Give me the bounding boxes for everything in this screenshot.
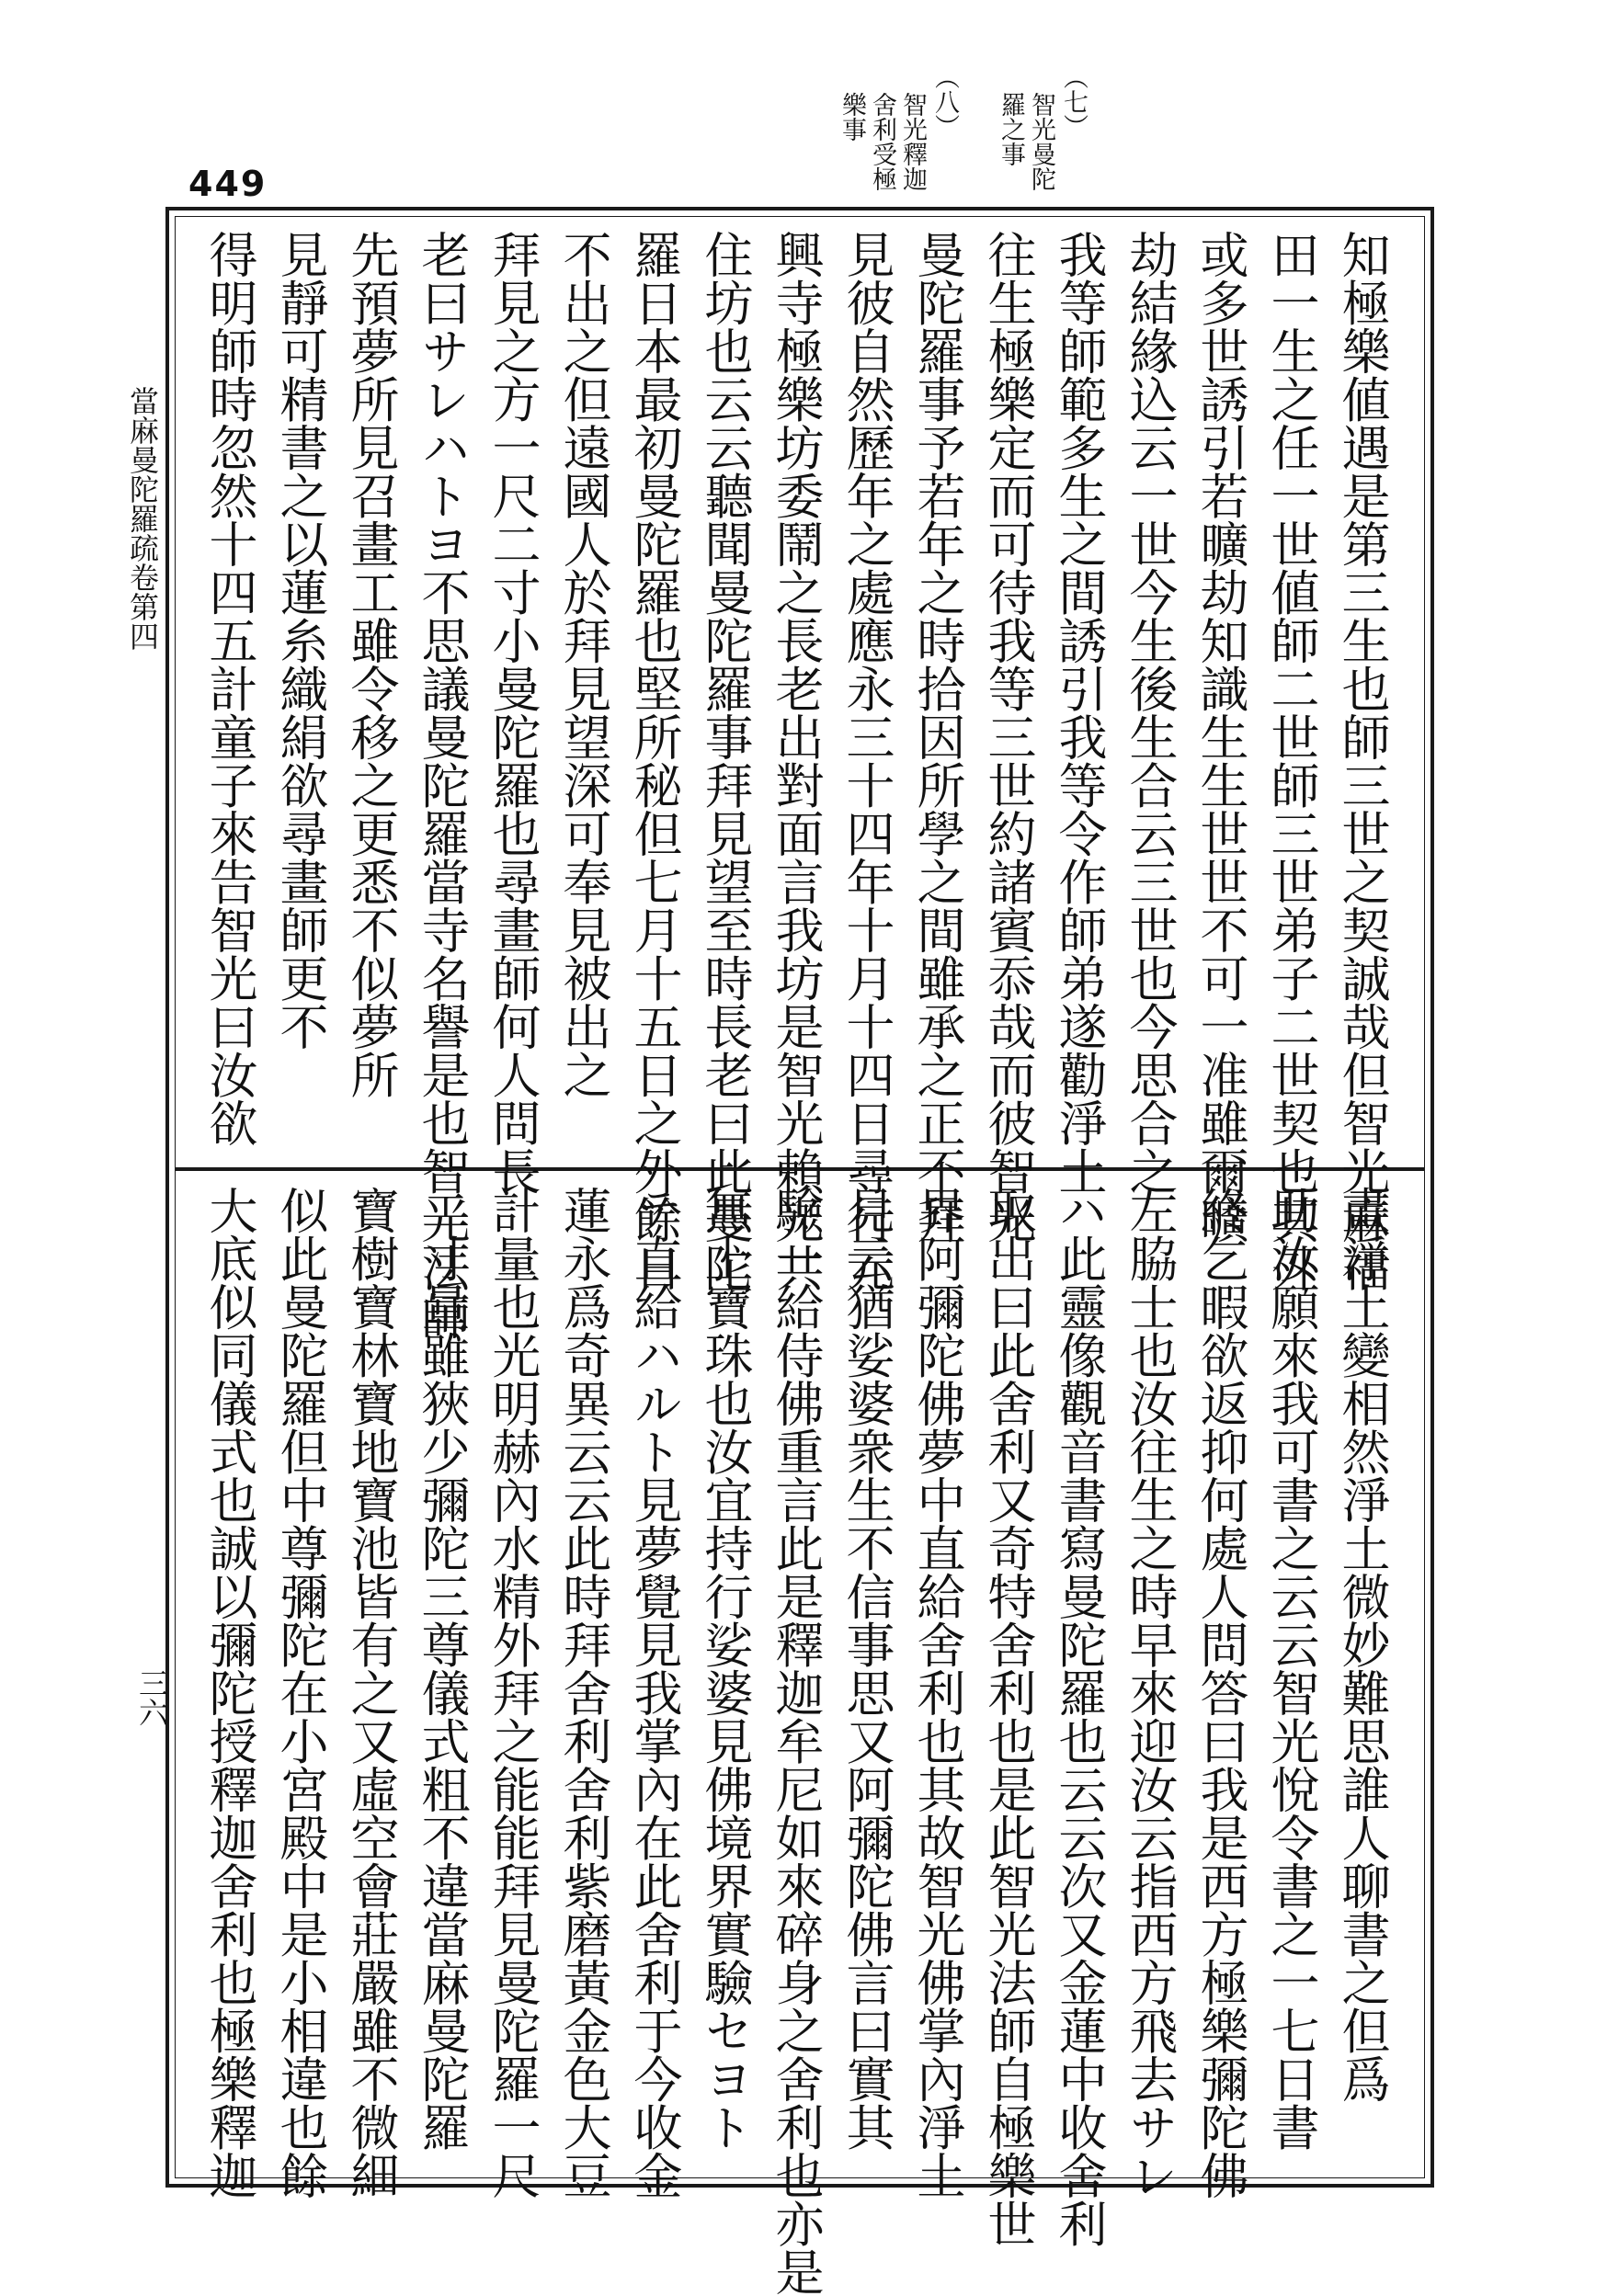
lower-column-10: 無上寶珠也汝宜持行娑婆見佛境界實驗セヨト [697, 1186, 753, 2151]
heading-7-line-1: 智光曼陀 [1027, 92, 1055, 191]
lower-column-11: テ直給ハルト見夢覺見我掌內在此舍利于今收金 [626, 1186, 682, 2199]
lower-column-14: 二寸量雖狹少彌陀三尊儀式粗不違當麻曼陀羅 [414, 1186, 470, 2151]
lower-column-15: 寶樹寶林寶地寶池皆有之又虛空會莊嚴雖不微細 [343, 1186, 399, 2199]
folio: 三六 [134, 1668, 169, 1727]
lower-column-16: 似此曼陀羅但中尊彌陀在小宮殿中是小相違也餘 [272, 1186, 328, 2199]
upper-column-11: 羅日本最初曼陀羅也堅所秘但七月十五日之外餘日 [626, 230, 682, 1291]
lower-column-12: 蓮永爲奇異云云此時拜舍利舍利紫磨黃金色大豆 [555, 1186, 611, 2199]
upper-column-9: 興寺極樂坊委鬧之長老出對面言我坊是智光賴光共 [768, 230, 824, 1291]
heading-8-line-3: 樂事 [838, 92, 866, 142]
upper-column-16: 見靜可精書之以蓮糸織絹欲尋畫師更不 [272, 230, 328, 1051]
lower-column-17: 大底似同儀式也誠以彌陀授釋迦舍利也極樂釋迦 [201, 1186, 257, 2199]
upper-column-10: 住坊也云云聽聞曼陀羅事拜見望至時長老曰此曼陀 [697, 230, 753, 1291]
heading-8-line-1: 智光釋迦 [898, 92, 927, 191]
upper-column-13: 拜見之方一尺二寸小曼陀羅也尋畫師何人問長 [484, 230, 541, 1195]
upper-column-1: 知極樂値遇是第三生也師三世之契誠哉但智光麻福 [1334, 230, 1390, 1291]
heading-7-label: （七） [1059, 64, 1088, 139]
upper-column-17: 得明師時忽然十四五計童子來告智光曰汝欲 [201, 230, 257, 1147]
upper-column-3: 或多世誘引若曠劫知識生生世世不可一准雖爾曠 [1192, 230, 1248, 1244]
heading-7-line-2: 羅之事 [997, 92, 1025, 166]
lower-column-8: 見云猶娑婆衆生不信事思又阿彌陀佛言曰實其 [838, 1186, 895, 2151]
lower-column-13: 計量也光明赫內水精外拜之能能拜見曼陀羅一尺 [484, 1186, 541, 2199]
lower-column-4: 左脇士也汝往生之時早來迎汝云指西方飛去サレ [1122, 1186, 1178, 2199]
upper-column-14: 老曰サレハトヨ不思議曼陀羅當寺名譽是也智光法師 [414, 230, 470, 1340]
lower-column-9: 驗一給侍佛重言此是釋迦牟尼如來碎身之舍利也亦是 [768, 1186, 824, 2296]
lower-column-1: 畫淨土變相然淨土微妙難思誰人聊書之但爲 [1334, 1186, 1390, 2103]
heading-8-label: （八） [930, 64, 959, 139]
upper-column-15: 先預夢所見召畫工雖令移之更悉不似夢所 [343, 230, 399, 1098]
upper-column-2: 田一生之任一世値師二世師三世弟子二世契也其外 [1263, 230, 1319, 1291]
upper-column-6: 往生極樂定而可待我等三世約諸賓忝哉而彼智光 [980, 230, 1036, 1244]
lower-column-6: 取出曰此舍利又奇特舍利也是此智光法師自極樂世 [980, 1186, 1036, 2247]
upper-column-4: 劫結緣込云一世今生後生合云三世也今思合之 [1122, 230, 1178, 1195]
upper-column-5: 我等師範多生之間誘引我等令作師弟遂勸淨土 [1051, 230, 1107, 1195]
lower-column-2: 助汝願來我可書之云云智光悅令書之一七日書 [1263, 1186, 1319, 2151]
lower-column-7: 界阿彌陀佛夢中直給舍利也其故智光佛掌內淨土 [909, 1186, 965, 2199]
upper-column-8: 見彼自然歷年之處應永三十四年十月十四日尋行元 [838, 230, 895, 1291]
lower-column-3: 終乞暇欲返抑何處人問答曰我是西方極樂彌陀佛 [1192, 1186, 1248, 2199]
page-number: 449 [188, 164, 268, 204]
upper-column-7: 曼陀羅事予若年之時拾因所學之間雖承之正不拜 [909, 230, 965, 1244]
lower-column-5: ハ此靈像觀音書寫曼陀羅也云云次又金蓮中收舍利 [1051, 1186, 1107, 2247]
running-title: 當麻曼陀羅疏卷第四 [125, 386, 160, 651]
upper-column-12: 不出之但遠國人於拜見望深可奉見被出之 [555, 230, 611, 1098]
heading-8-line-2: 舍利受極 [868, 92, 896, 191]
